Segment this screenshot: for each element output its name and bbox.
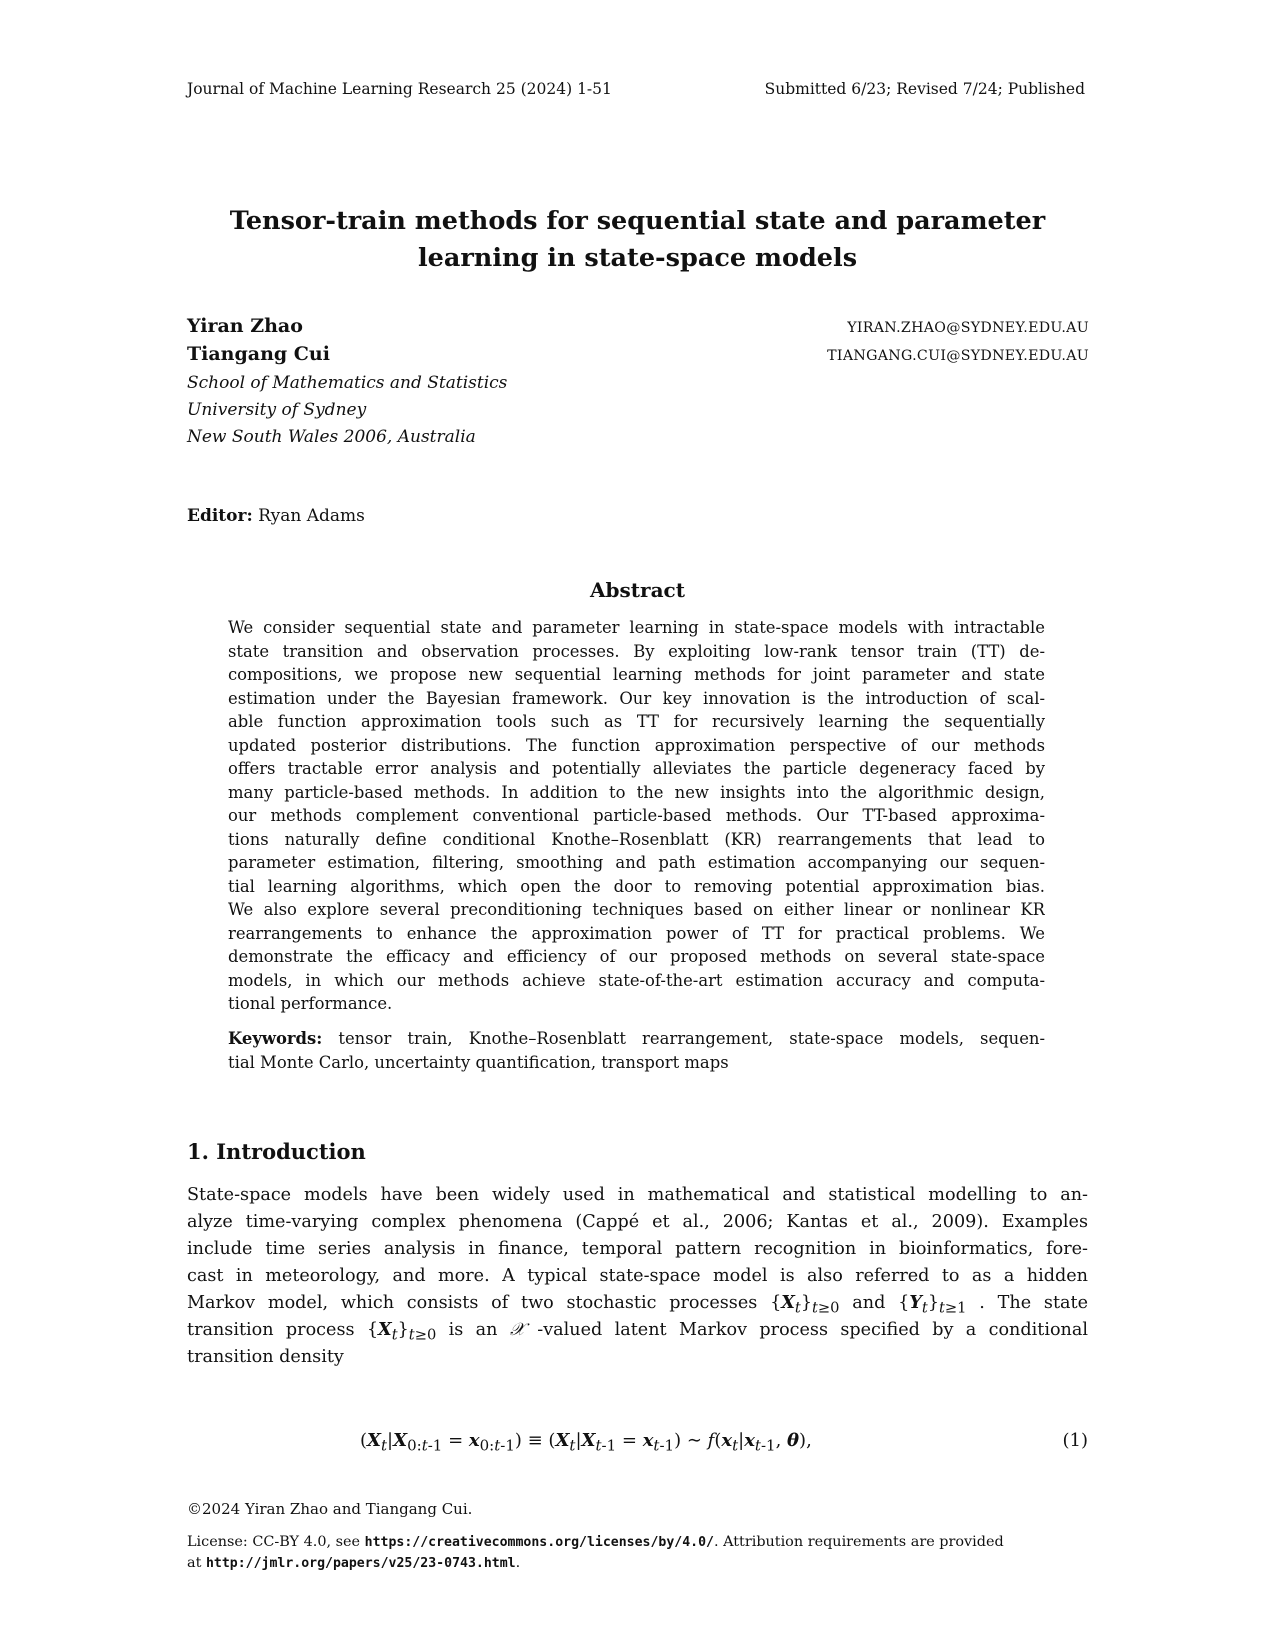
- license-line: [187, 1532, 1087, 1553]
- submission-dates: Submitted 6/23; Revised 7/24; Published: [764, 80, 1085, 98]
- abstract-line: state transition and observation processes. By exploiting low-rank tensor train (TT) de-: [228, 641, 1045, 661]
- abstract-line: offers tractable error analysis and potentially alleviates the particle degeneracy faced by: [228, 759, 1045, 778]
- section-heading: 1. Introduction: [187, 1139, 366, 1164]
- author-email: TIANGANG.CUI@SYDNEY.EDU.AU: [827, 348, 1089, 364]
- body-text: and: [852, 1293, 899, 1313]
- editor-name: Ryan Adams: [258, 506, 365, 526]
- author-name: Tiangang Cui: [187, 343, 330, 365]
- author-email: YIRAN.ZHAO@SYDNEY.EDU.AU: [847, 320, 1089, 336]
- body-line: State-space models have been widely used in mathematical and statistical modelling to an-: [187, 1185, 1088, 1205]
- editor-label: Editor:: [187, 506, 253, 526]
- title-line-1: Tensor-train methods for sequential state and parameter: [229, 206, 1046, 236]
- keywords-text: tensor train, Knothe–Rosenblatt rearrangement, state-space models, sequen-: [338, 1029, 1045, 1048]
- abstract-line: We consider sequential state and parameter learning in state-space models with intractable: [228, 618, 1045, 637]
- body-text: -valued latent Markov process specified by a conditional: [537, 1320, 1088, 1340]
- editor-line: [187, 506, 365, 526]
- license-text: .: [515, 1555, 521, 1571]
- affiliation-line: School of Mathematics and Statistics: [187, 373, 508, 393]
- body-line: cast in meteorology, and more. A typical state-space model is also referred to as a hidden: [187, 1266, 1088, 1286]
- body-line: [187, 1318, 1088, 1342]
- math-inline: $\{X_t\}_{t\ge 0}$: [366, 1319, 437, 1342]
- license-text: License: CC-BY 4.0, see: [187, 1534, 365, 1550]
- math-inline: $\{Y_t\}_{t\ge 1}$: [898, 1292, 967, 1315]
- body-line: alyze time-varying complex phenomena (Cappé et al., 2006; Kantas et al., 2009). Examples: [187, 1212, 1088, 1232]
- abstract-line: updated posterior distributions. The function approximation perspective of our methods: [228, 735, 1045, 755]
- math-inline: 𝒳: [509, 1320, 525, 1340]
- abstract-line: rearrangements to enhance the approximation power of TT for practical problems. We: [228, 923, 1045, 943]
- abstract-line: parameter estimation, filtering, smoothing and path estimation accompanying our sequen-: [228, 853, 1045, 872]
- math-inline: $\{X_t\}_{t\ge 0}$: [770, 1292, 840, 1315]
- abstract-heading: Abstract: [590, 578, 685, 602]
- body-line: transition density: [187, 1347, 344, 1367]
- abstract-line: compositions, we propose new sequential learning methods for joint parameter and state: [228, 665, 1045, 684]
- keywords-line: [228, 1028, 1045, 1050]
- abstract-line: demonstrate the efficacy and efficiency of our proposed methods on several state-space: [228, 947, 1045, 966]
- journal-header: Journal of Machine Learning Research 25 (2024) 1-51: [187, 80, 612, 98]
- title-line-2: learning in state-space models: [417, 243, 858, 273]
- body-line: include time series analysis in finance, temporal pattern recognition in bioinformatics, fore-: [187, 1239, 1088, 1259]
- abstract-line: estimation under the Bayesian framework. Our key innovation is the introduction of scal-: [228, 688, 1045, 708]
- body-text: . The state: [979, 1293, 1088, 1313]
- equation-number: (1): [1062, 1430, 1088, 1451]
- body-text: Markov model, which consists of two stochastic processes: [187, 1293, 771, 1313]
- abstract-line: tions naturally define conditional Knothe–Rosenblatt (KR) rearrangements that lead to: [228, 829, 1045, 849]
- abstract-line: many particle-based methods. In addition to the new insights into the algorithmic design,: [228, 782, 1045, 802]
- body-text: transition process: [187, 1320, 367, 1340]
- equation: $(X_t|X_{0:t-1} = x_{0:t-1}) \equiv (X_t|X_{t-1} = x_{t-1})$ ∼ $f(x_t|x_{t-1}$, θ),: [360, 1430, 812, 1455]
- body-line: [187, 1291, 1088, 1315]
- author-name: Yiran Zhao: [187, 315, 303, 337]
- abstract-line: tial learning algorithms, which open the door to removing potential approximation bias.: [228, 876, 1045, 896]
- abstract-line: able function approximation tools such as TT for recursively learning the sequentially: [228, 712, 1045, 731]
- affiliation-line: New South Wales 2006, Australia: [187, 427, 476, 447]
- keywords-line: tial Monte Carlo, uncertainty quantification, transport maps: [228, 1052, 729, 1072]
- paper-link[interactable]: http://jmlr.org/papers/v25/23-0743.html: [205, 1556, 516, 1571]
- copyright-notice: ©2024 Yiran Zhao and Tiangang Cui.: [187, 1500, 473, 1518]
- abstract-line: models, in which our methods achieve state-of-the-art estimation accuracy and computa-: [228, 970, 1045, 990]
- abstract-line: We also explore several preconditioning techniques based on either linear or nonlinear KR: [228, 900, 1045, 919]
- license-text: at: [187, 1555, 206, 1571]
- license-link[interactable]: https://creativecommons.org/licenses/by/4.0/: [364, 1535, 714, 1550]
- affiliation-line: University of Sydney: [187, 400, 367, 420]
- license-text: . Attribution requirements are provided: [713, 1534, 1004, 1550]
- body-text: is an: [448, 1320, 510, 1340]
- paper-title: [140, 203, 1135, 277]
- license-line: [187, 1553, 1087, 1574]
- keywords-label: Keywords:: [228, 1029, 323, 1048]
- abstract-line: our methods complement conventional particle-based methods. Our TT-based approxima-: [228, 806, 1045, 825]
- abstract-line: tional performance.: [228, 994, 393, 1013]
